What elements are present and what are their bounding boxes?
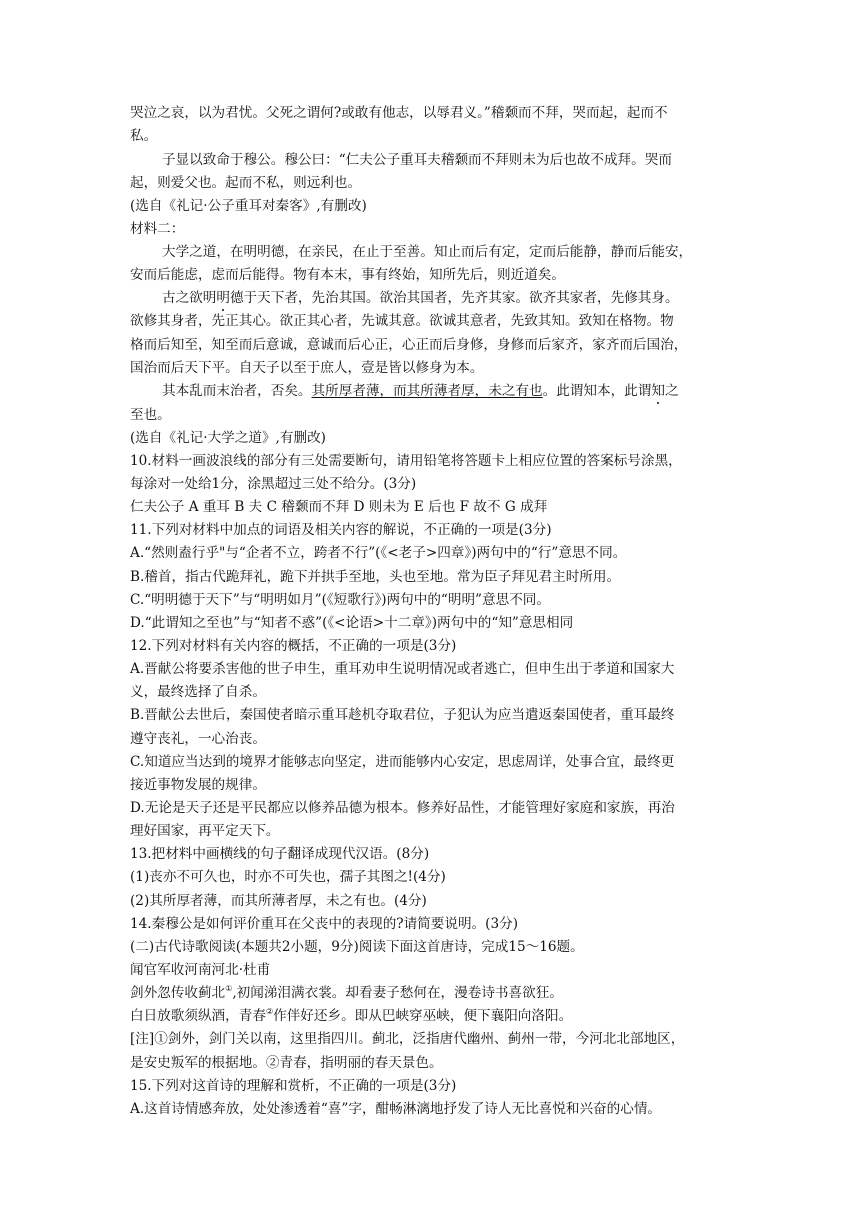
section-heading: (二)古代诗歌阅读(本题共2小题，9分)阅读下面这首唐诗，完成15～16题。 bbox=[130, 939, 584, 955]
option-b: B.稽首，指古代跪拜礼，跪下并拱手至地，头也至地。常为臣子拜见君主时所用。 bbox=[130, 569, 621, 585]
question-10: 10.材料一画波浪线的部分有三处需要断句，请用铅笔将答题卡上相应位置的答案标号涂黑， bbox=[130, 453, 682, 469]
footnote-marker: ① bbox=[225, 984, 233, 993]
text-line: 私。 bbox=[130, 128, 158, 144]
option-a: A.这首诗情感奔放，处处渗透着“喜”字，酣畅淋漓地抒发了诗人无比喜悦和兴奋的心情。 bbox=[130, 1101, 662, 1117]
text-segment: 作伴好还乡。即从巴峡穿巫峡，便下襄阳向洛阳。 bbox=[273, 1008, 573, 1024]
breakpoint-line: 仁夫公子 A 重耳 B 夫 C 稽颡而不拜 D 则未为 E 后也 F 故不 G 成拜 bbox=[130, 499, 548, 515]
text-line: 遵守丧礼，一心治丧。 bbox=[130, 731, 266, 747]
text-line: 大学之道，在明明德，在亲民，在止于至善。知止而后有定，定而后能静，静而后能安， bbox=[162, 244, 693, 260]
text-line: 每涂对一处给1分，涂黑超过三处不给分。(3分) bbox=[130, 476, 417, 492]
text-segment: 其本乱而末治者，否矣。 bbox=[162, 383, 312, 399]
text-line: 理好国家，再平定天下。 bbox=[130, 823, 280, 839]
text-segment: 德于天下者，先治其国。欲治其国者，先齐其家。欲齐其家者，先修其身。 bbox=[229, 290, 679, 306]
emphasis-char: 明 bbox=[216, 290, 230, 306]
sub-question: (2)其所厚者薄，而其所薄者厚，未之有也。(4分) bbox=[130, 893, 427, 909]
text-line: 接近事物发展的规律。 bbox=[130, 777, 266, 793]
text-line: 格而后知至，知至而后意诚，意诚而后心正，心正而后身修，身修而后家齐，家齐而后国治， bbox=[130, 337, 688, 353]
question-14: 14.秦穆公是如何评价重耳在父丧中的表现的?请简要说明。(3分) bbox=[130, 916, 519, 932]
section-label: 材料二： bbox=[130, 221, 185, 237]
text-segment: 古之欲明 bbox=[162, 290, 217, 306]
text-line: 子显以致命于穆公。穆公曰：“仁夫公子重耳夫稽颡而不拜则未为后也故不成拜。哭而 bbox=[162, 152, 672, 168]
text-segment: ,初闻涕泪满衣裳。却看妻子愁何在，漫卷诗书喜欲狂。 bbox=[232, 985, 563, 1001]
option-b: B.晋献公去世后，秦国使者暗示重耳趁机夺取君位，子犯认为应当遣返秦国使者，重耳最终 bbox=[130, 707, 675, 723]
option-c: C.知道应当达到的境界才能够志向坚定，进而能够内心安定，思虑周详，处事合宜，最终更 bbox=[130, 754, 675, 770]
underlined-sentence: 其所厚者薄，而其所薄者厚，未之有也 bbox=[311, 383, 543, 399]
text-line: 国治而后天下平。自天子以至于庶人，壹是皆以修身为本。 bbox=[130, 360, 484, 376]
text-line bbox=[162, 385, 679, 399]
option-a: A.“然则盍行乎"与“企者不立，跨者不行”(《<老子>四章》)两句中的“行”意思不同。 bbox=[130, 545, 627, 561]
text-line: 义，最终选择了自杀。 bbox=[130, 684, 266, 700]
question-15: 15.下列对这首诗的理解和赏析，不正确的一项是(3分) bbox=[130, 1078, 457, 1094]
option-c: C.“明明德于天下”与“明明如月”(《短歌行》)两句中的“明明”意思不同。 bbox=[130, 592, 550, 608]
footnote-marker: ② bbox=[265, 1007, 274, 1016]
annotation: [注]①剑外，剑门关以南，这里指四川。蓟北，泛指唐代幽州、蓟州一带，今河北北部地区， bbox=[130, 1031, 685, 1047]
poem-title: 闻官军收河南河北·杜甫 bbox=[130, 962, 271, 978]
option-d: D.“此谓知之至也”与“知者不惑”(《<论语>十二章》)两句中的“知”意思相同 bbox=[130, 615, 574, 631]
question-12: 12.下列对材料有关内容的概括，不正确的一项是(3分) bbox=[130, 638, 457, 654]
sub-question: (1)丧亦不可久也，时亦不可失也，孺子其图之!(4分) bbox=[130, 869, 446, 885]
text-segment: 白日放歌须纵酒，青春 bbox=[130, 1008, 266, 1024]
text-segment: 。此谓知本，此谓 bbox=[542, 383, 652, 399]
option-d: D.无论是天子还是平民都应以修养品德为根本。修养好品性，才能管理好家庭和家族，再治 bbox=[130, 800, 675, 816]
emphasis-char: 知 bbox=[651, 383, 665, 399]
source-note: (选自《礼记·大学之道》,有删改) bbox=[130, 430, 326, 446]
text-line: 哭泣之哀，以为君忧。父死之谓何?或敢有他志，以辱君义。”稽颡而不拜，哭而起，起而不 bbox=[130, 105, 668, 121]
text-line: 安而后能虑，虑而后能得。物有本末，事有终始，知所先后，则近道矣。 bbox=[130, 267, 565, 283]
poem-line bbox=[130, 984, 563, 1001]
source-note: (选自《礼记·公子重耳对秦客》,有删改) bbox=[130, 198, 367, 214]
question-11: 11.下列对材料中加点的词语及相关内容的解说，不正确的一项是(3分) bbox=[130, 522, 552, 538]
text-segment: 剑外忽传收蓟北 bbox=[130, 985, 226, 1001]
annotation: 是安史叛军的根据地。②青春，指明丽的春天景色。 bbox=[130, 1055, 443, 1071]
question-13: 13.把材料中画横线的句子翻译成现代汉语。(8分) bbox=[130, 846, 430, 862]
text-line bbox=[162, 292, 679, 306]
text-line: 欲修其身者，先正其心。欲正其心者，先诚其意。欲诚其意者，先致其知。致知在格物。物 bbox=[130, 313, 674, 329]
text-line: 至也。 bbox=[130, 407, 171, 423]
option-a: A.晋献公将要杀害他的世子申生，重耳劝申生说明情况或者逃亡，但申生出于孝道和国家大 bbox=[130, 661, 675, 677]
text-line: 起，则爱父也。起而不私，则远利也。 bbox=[130, 175, 362, 191]
text-segment: 之 bbox=[664, 383, 679, 399]
poem-line bbox=[130, 1007, 573, 1024]
